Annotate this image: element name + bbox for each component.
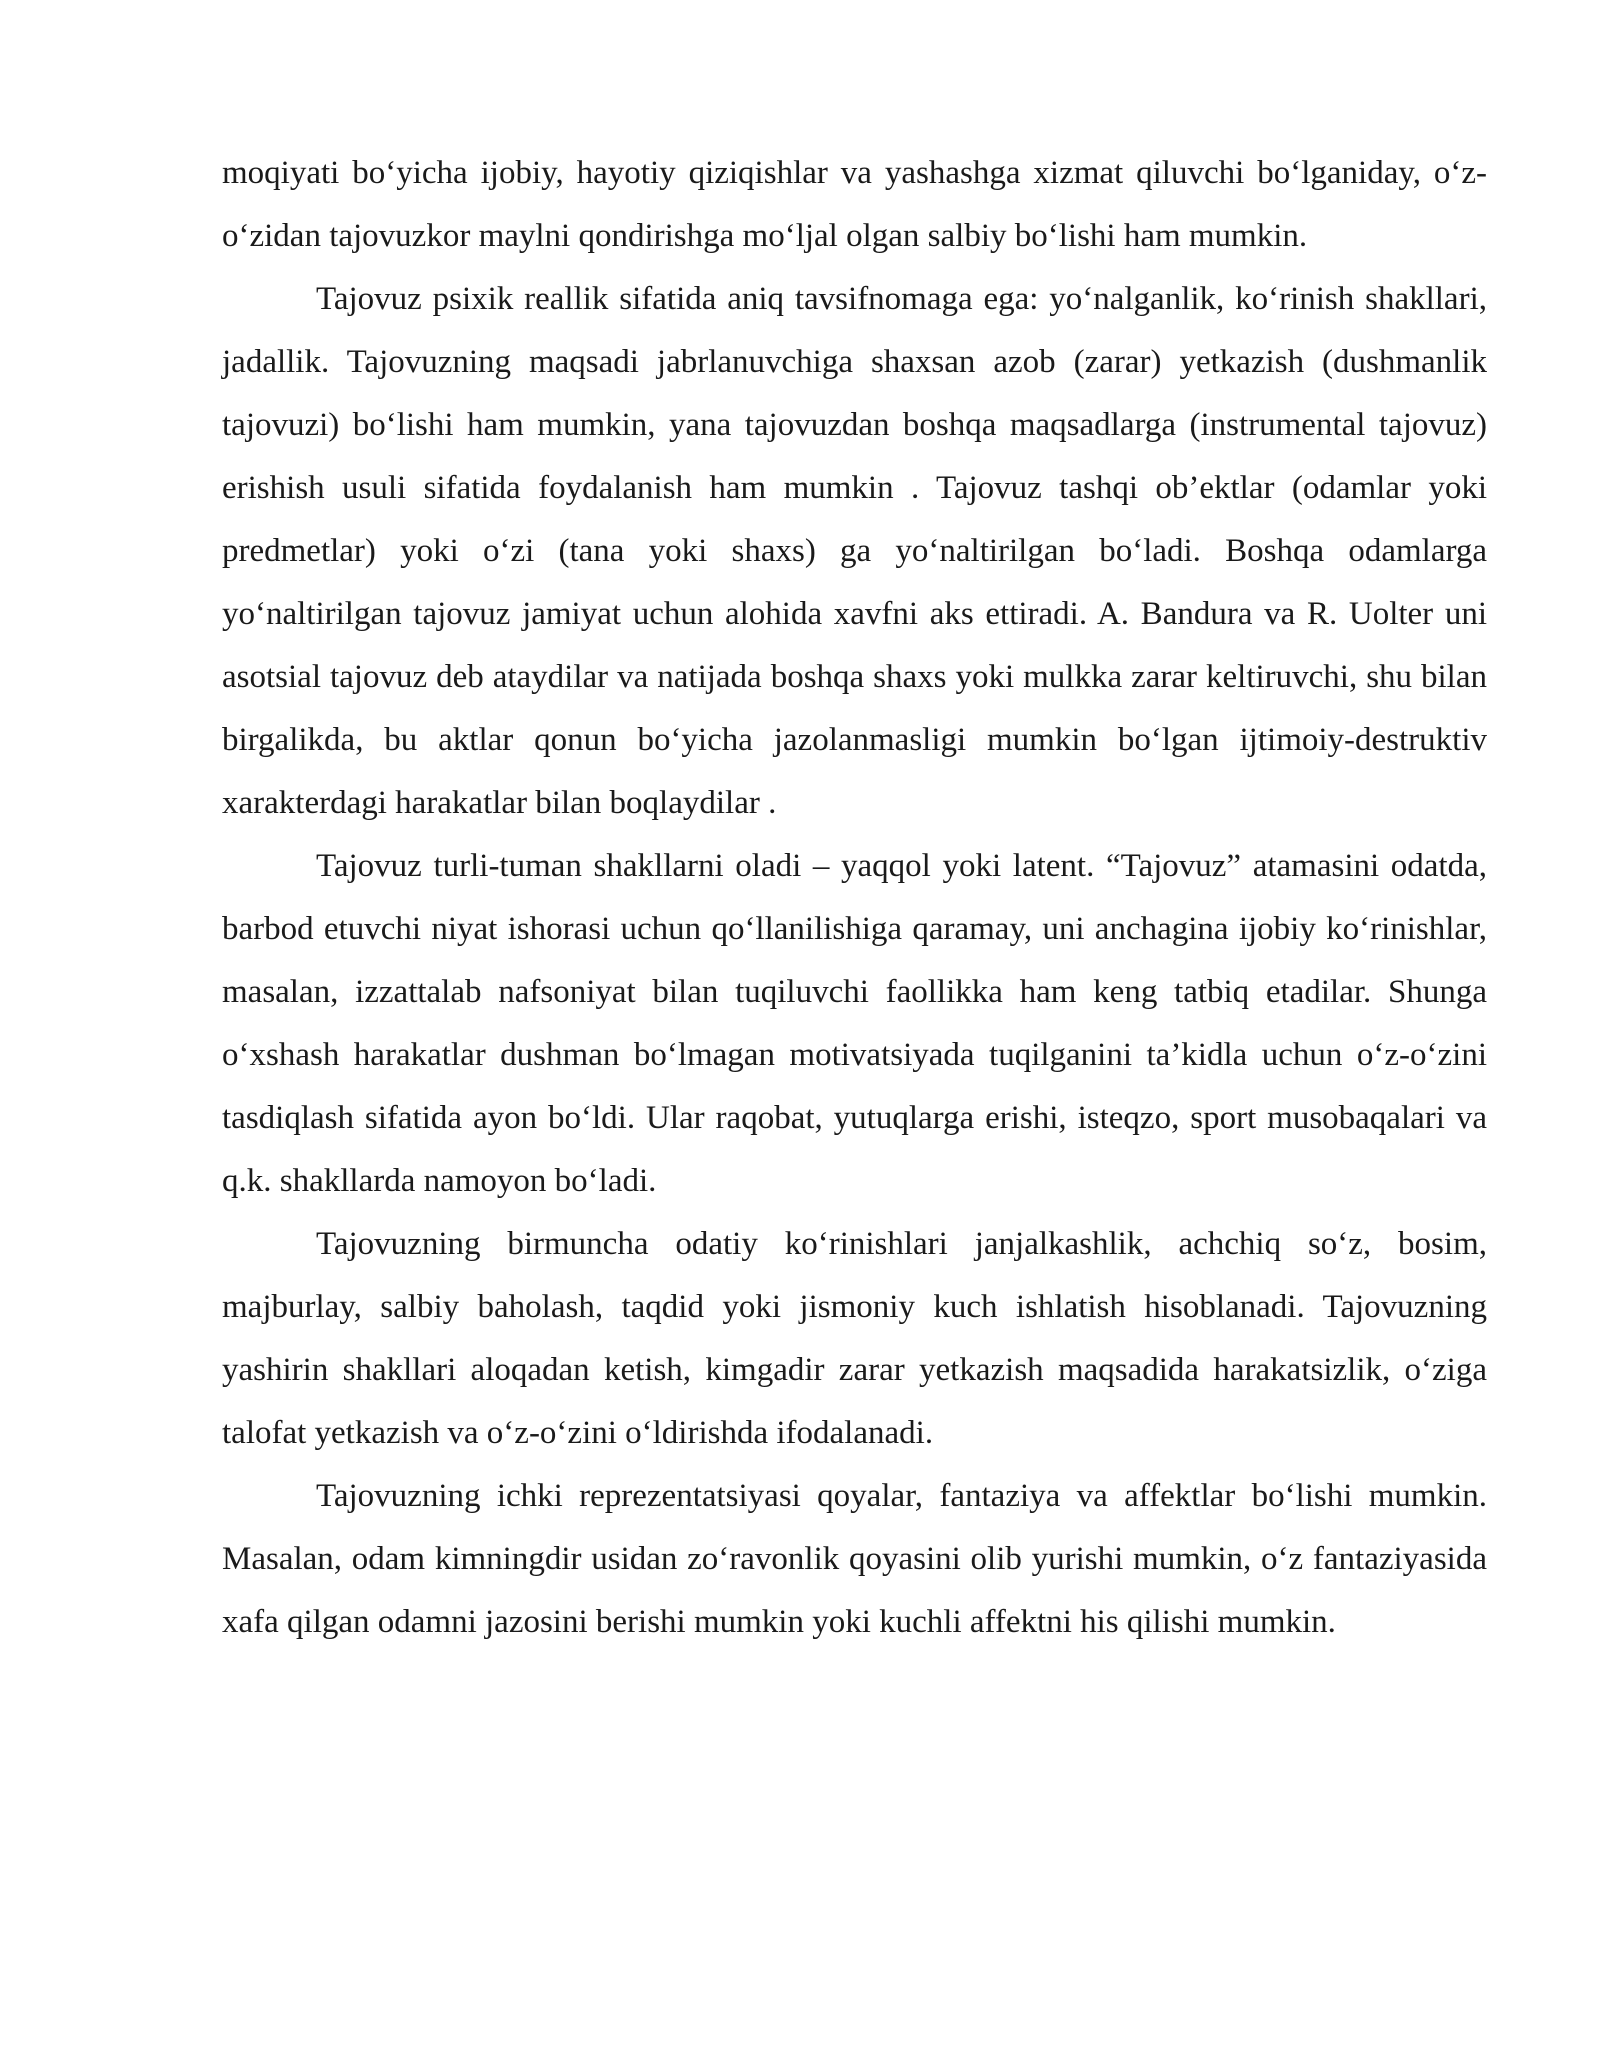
paragraph: Tajovuz turli-tuman shakllarni oladi – yaqqol yoki latent. “Tajovuz” atamasini odatda, barbod etuvchi niyat ishorasi uchun qo‘llanilishiga qaramay, uni anchagina ijobiy ko‘rinishlar, masalan, izzattalab nafsoniyat bilan tuqiluvchi faollikka ham keng tatbiq etadilar. Shunga o‘xshash harakatlar dushman bo‘lmagan motivatsiyada tuqilganini ta’kidla uchun o‘z-o‘zini tasdiqlash sifatida ayon bo‘ldi. Ular raqobat, yutuqlarga erishi, isteqzo, sport musobaqalari va q.k. shakllarda namoyon bo‘ladi. bbox=[222, 848, 1487, 1199]
paragraph-continuation: moqiyati bo‘yicha ijobiy, hayotiy qiziqishlar va yashashga xizmat qiluvchi bo‘lganiday, o‘z-o‘zidan tajovuzkor maylni qondirishga mo‘ljal olgan salbiy bo‘lishi ham mumkin. bbox=[222, 155, 1487, 254]
document-body bbox=[222, 142, 1487, 1654]
paragraph: Tajovuzning ichki reprezentatsiyasi qoyalar, fantaziya va affektlar bo‘lishi mumkin. Masalan, odam kimningdir usidan zo‘ravonlik qoyasini olib yurishi mumkin, o‘z fantaziyasida xafa qilgan odamni jazosini berishi mumkin yoki kuchli affektni his qilishi mumkin. bbox=[222, 1478, 1487, 1640]
paragraph: Tajovuzning birmuncha odatiy ko‘rinishlari janjalkashlik, achchiq so‘z, bosim, majburlay, salbiy baholash, taqdid yoki jismoniy kuch ishlatish hisoblanadi. Tajovuzning yashirin shakllari aloqadan ketish, kimgadir zarar yetkazish maqsadida harakatsizlik, o‘ziga talofat yetkazish va o‘z-o‘zini o‘ldirishda ifodalanadi. bbox=[222, 1226, 1487, 1451]
paragraph: Tajovuz psixik reallik sifatida aniq tavsifnomaga ega: yo‘nalganlik, ko‘rinish shakllari, jadallik. Tajovuzning maqsadi jabrlanuvchiga shaxsan azob (zarar) yetkazish (dushmanlik tajovuzi) bo‘lishi ham mumkin, yana tajovuzdan boshqa maqsadlarga (instrumental tajovuz) erishish usuli sifatida foydalanish ham mumkin . Tajovuz tashqi ob’ektlar (odamlar yoki predmetlar) yoki o‘zi (tana yoki shaxs) ga yo‘naltirilgan bo‘ladi. Boshqa odamlarga yo‘naltirilgan tajovuz jamiyat uchun alohida xavfni aks ettiradi. A. Bandura va R. Uolter uni asotsial tajovuz deb ataydilar va natijada boshqa shaxs yoki mulkka zarar keltiruvchi, shu bilan birgalikda, bu aktlar qonun bo‘yicha jazolanmasligi mumkin bo‘lgan ijtimoiy-destruktiv xarakterdagi harakatlar bilan boqlaydilar . bbox=[222, 281, 1487, 821]
